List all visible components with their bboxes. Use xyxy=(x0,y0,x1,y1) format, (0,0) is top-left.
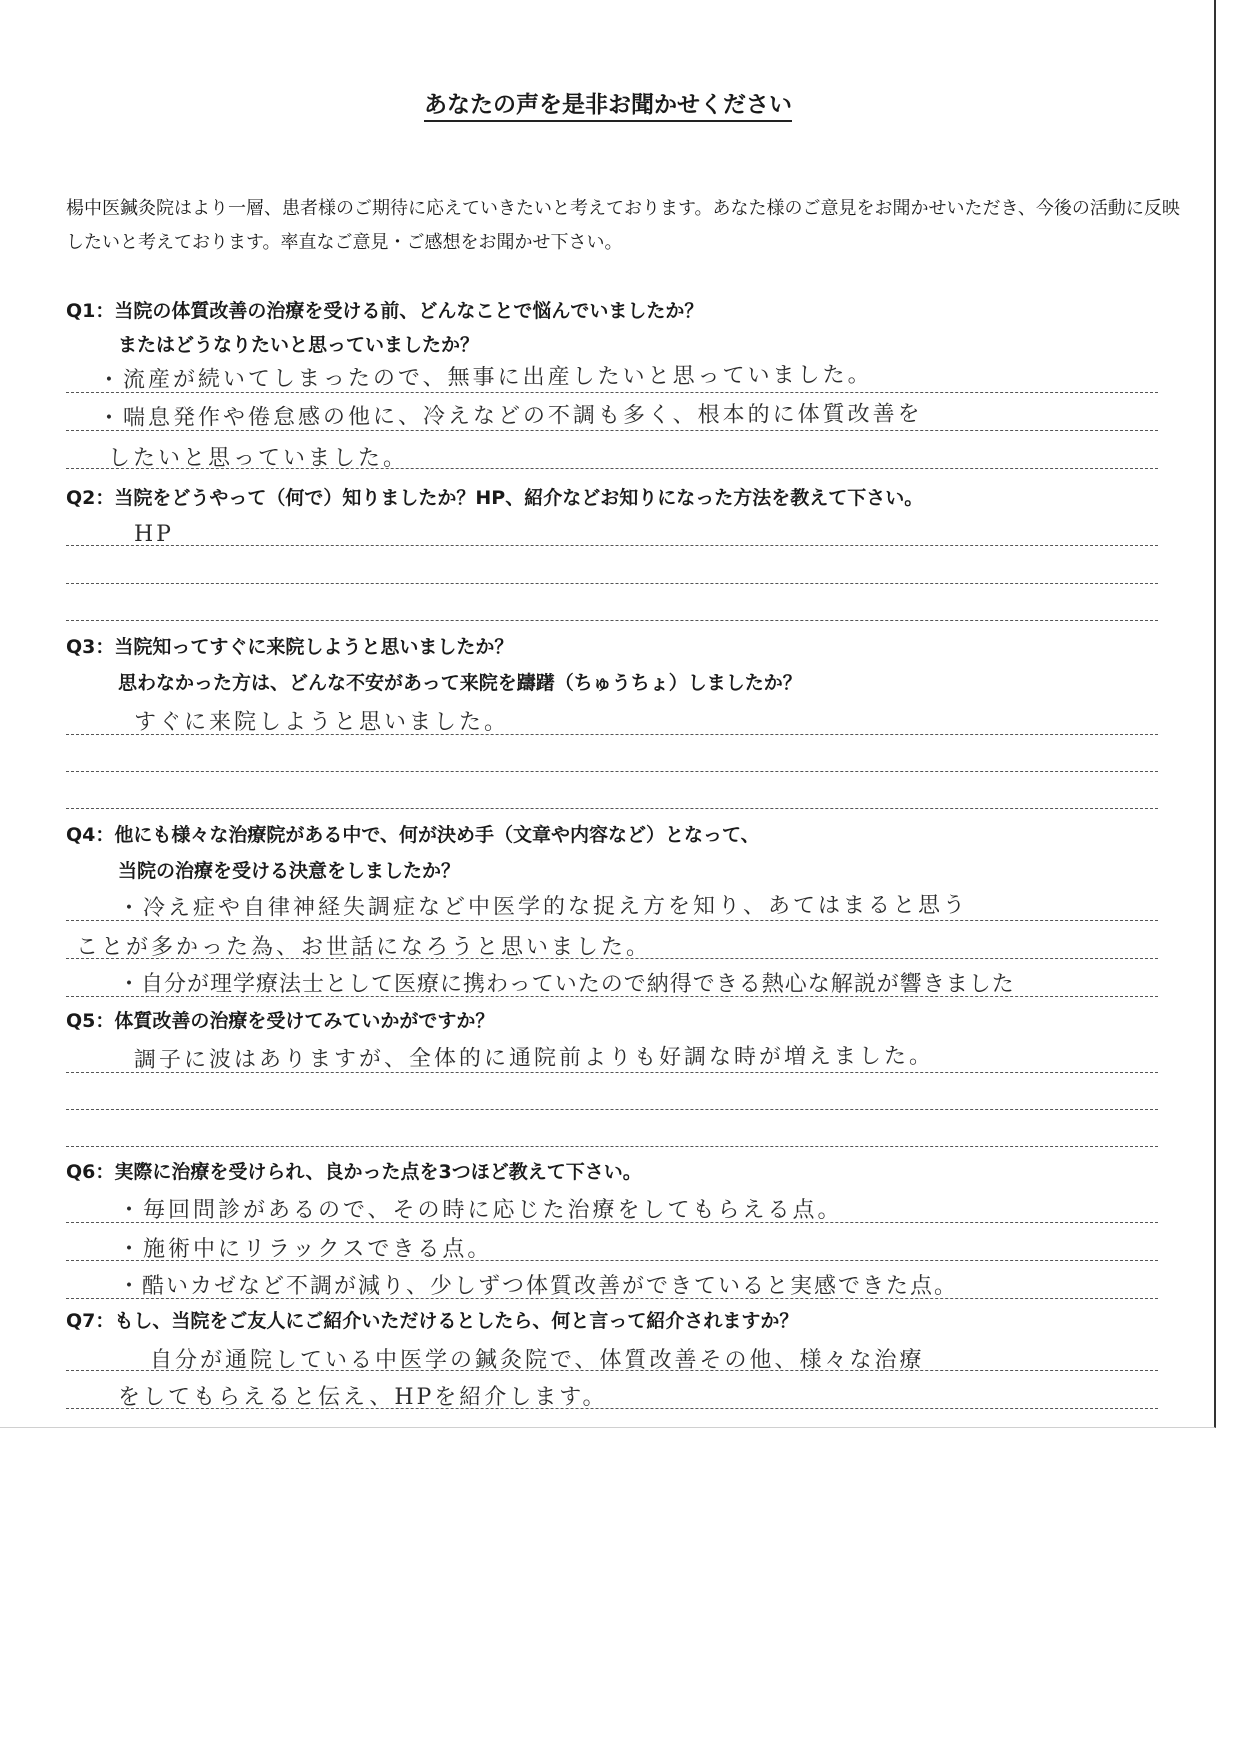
answer-line xyxy=(66,1072,1158,1073)
q1-label: Q1：当院の体質改善の治療を受ける前、どんなことで悩んでいましたか？ xyxy=(66,300,704,322)
q2-label: Q2：当院をどうやって（何で）知りましたか？HP、紹介などお知りになった方法を教えて下さい。 xyxy=(66,487,924,509)
q1-answer-3: したいと思っていました。 xyxy=(108,446,409,471)
q1-answer-2: ・喘息発作や倦怠感の他に、冷えなどの不調も多く、根本的に体質改善を xyxy=(97,401,923,431)
q5-label: Q5：体質改善の治療を受けてみていかがですか？ xyxy=(66,1010,495,1032)
answer-line xyxy=(66,620,1158,621)
q6-answer-1: ・毎回問診があるので、その時に応じた治療をしてもらえる点。 xyxy=(118,1198,843,1223)
answer-line xyxy=(66,392,1158,393)
q4-label: Q4：他にも様々な治療院がある中で、何が決め手（文章や内容など）となって、 xyxy=(66,824,760,846)
answer-line xyxy=(66,1370,1158,1371)
answer-line xyxy=(66,1146,1158,1147)
q7-answer-2: をしてもらえると伝え、HPを紹介します。 xyxy=(118,1385,608,1410)
answer-line xyxy=(66,1408,1158,1409)
q3-label: Q3：当院知ってすぐに来院しようと思いましたか？ xyxy=(66,636,514,658)
q6-label: Q6：実際に治療を受けられ、良かった点を3つほど教えて下さい。 xyxy=(66,1161,642,1183)
page-title: あなたの声を是非お聞かせください xyxy=(0,86,1216,119)
q6-answer-3: ・酷いカゼなど不調が減り、少しずつ体質改善ができていると実感できた点。 xyxy=(118,1274,959,1299)
answer-line xyxy=(66,734,1158,735)
q7-label: Q7：もし、当院をご友人にご紹介いただけるとしたら、何と言って紹介されますか？ xyxy=(66,1310,799,1332)
answer-line xyxy=(66,1109,1158,1110)
q4-answer-3: ・自分が理学療法士として医療に携わっていたので納得できる熱心な解説が響きました xyxy=(118,972,1015,997)
answer-line xyxy=(66,1222,1158,1223)
q4-answer-2: ことが多かった為、お世話になろうと思いました。 xyxy=(76,935,652,960)
intro-text: 楊中医鍼灸院はより一層、患者様のご期待に応えていきたいと考えております。あなた様のご意見をお聞かせいただき、今後の活動に反映したいと考えております。率直なご意見・ご感想をお聞かせ下さい。 xyxy=(66,198,1180,253)
q3-answer-1: すぐに来院しようと思いました。 xyxy=(134,710,510,735)
answer-line xyxy=(66,545,1158,546)
q2-answer-1: HP xyxy=(134,522,174,547)
answer-line xyxy=(66,430,1158,431)
answer-line xyxy=(66,771,1158,772)
q4-sublabel: 当院の治療を受ける決意をしましたか？ xyxy=(118,860,461,882)
q3-sublabel: 思わなかった方は、どんな不安があって来院を躊躇（ちゅうちょ）しましたか？ xyxy=(118,672,802,694)
q1-sublabel: またはどうなりたいと思っていましたか？ xyxy=(118,334,480,356)
answer-line xyxy=(66,920,1158,921)
answer-line xyxy=(66,1298,1158,1299)
answer-line xyxy=(66,583,1158,584)
answer-line xyxy=(66,1260,1158,1261)
q7-answer-1: 自分が通院している中医学の鍼灸院で、体質改善その他、様々な治療 xyxy=(150,1348,925,1373)
q6-answer-2: ・施術中にリラックスできる点。 xyxy=(118,1237,493,1262)
answer-line xyxy=(66,996,1158,997)
answer-line xyxy=(66,468,1158,469)
q4-answer-1: ・冷え症や自律神経失調症など中医学的な捉え方を知り、あてはまると思う xyxy=(117,893,969,921)
answer-line xyxy=(66,808,1158,809)
q5-answer-1: 調子に波はありますが、全体的に通院前よりも好調な時が増えました。 xyxy=(133,1043,935,1073)
answer-line xyxy=(66,958,1158,959)
q1-answer-1: ・流産が続いてしまったので、無事に出産したいと思っていました。 xyxy=(97,362,873,393)
